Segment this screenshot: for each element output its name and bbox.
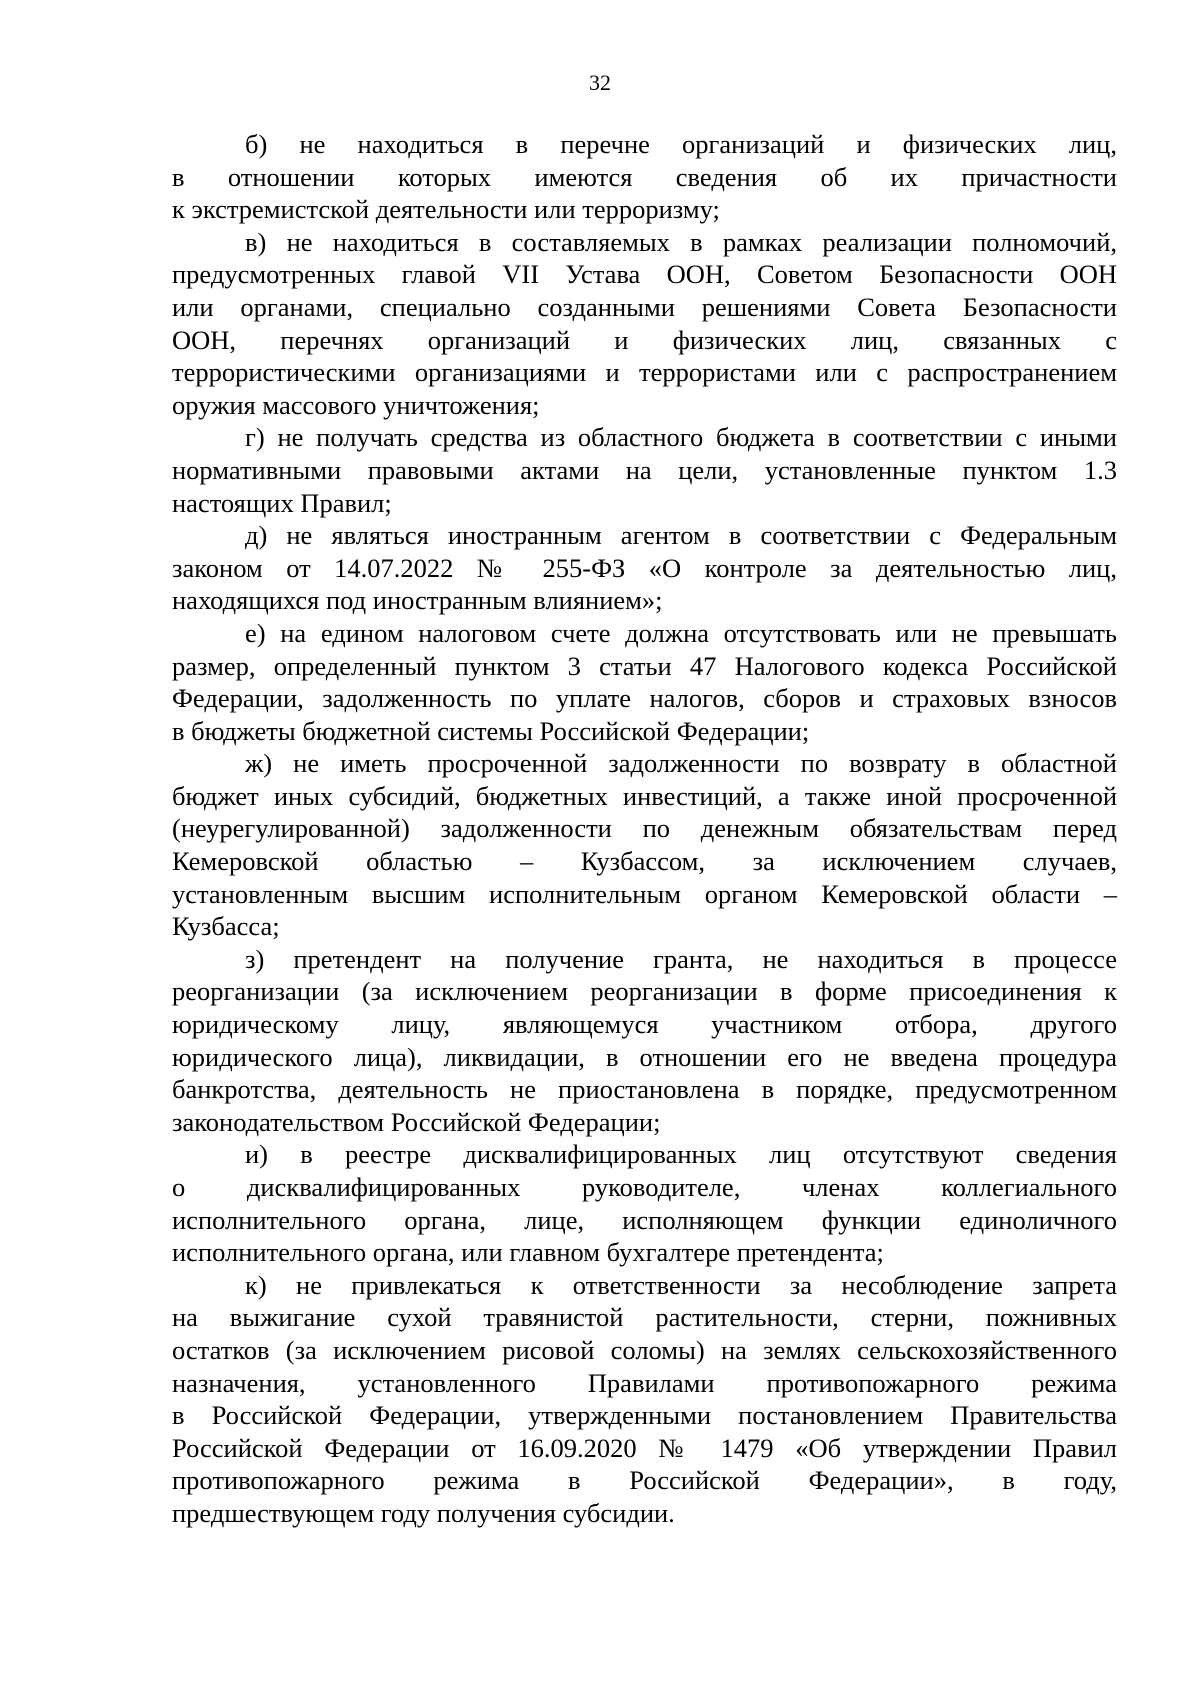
text-line: реорганизации (за исключением реорганизации в форме присоединения к — [172, 976, 1117, 1007]
text-line: в бюджеты бюджетной системы Российской Федерации; — [172, 715, 810, 746]
text-line: г) не получать средства из областного бюджета в соответствии с иными — [245, 422, 1117, 453]
text-line: предусмотренных главой VII Устава ООН, Советом Безопасности ООН — [172, 259, 1117, 290]
text-line: законом от 14.07.2022 № 255-ФЗ «О контроле за деятельностью лиц, — [172, 552, 1117, 583]
text-line: в отношении которых имеются сведения об их причастности — [172, 161, 1117, 192]
text-line: назначения, установленного Правилами противопожарного режима — [172, 1367, 1117, 1398]
text-line: террористическими организациями и террористами или с распространением — [172, 357, 1117, 388]
text-line: в Российской Федерации, утвержденными постановлением Правительства — [172, 1400, 1117, 1431]
paragraph-item-b — [172, 128, 1117, 226]
page-number: 32 — [589, 70, 611, 95]
paragraph-item-g — [172, 421, 1117, 519]
text-line: к) не привлекаться к ответственности за несоблюдение запрета — [245, 1269, 1117, 1300]
text-line: Федерации, задолженность по уплате налогов, сборов и страховых взносов — [172, 683, 1117, 714]
text-line: находящихся под иностранным влиянием»; — [172, 585, 663, 616]
text-line: юридическому лицу, являющемуся участником отбора, другого — [172, 1009, 1117, 1040]
text-line: исполнительного органа, или главном бухгалтере претендента; — [172, 1237, 884, 1268]
text-line: законодательством Российской Федерации; — [172, 1106, 661, 1137]
text-line: и) в реестре дисквалифицированных лиц отсутствуют сведения — [245, 1139, 1117, 1170]
text-line: оружия массового уничтожения; — [172, 389, 540, 420]
text-line: остатков (за исключением рисовой соломы) на землях сельскохозяйственного — [172, 1334, 1117, 1365]
text-line: предшествующем году получения субсидии. — [172, 1497, 675, 1528]
paragraph-item-k — [172, 1269, 1117, 1530]
text-line: на выжигание сухой травянистой растительности, стерни, пожнивных — [172, 1302, 1117, 1333]
paragraph-item-zh — [172, 747, 1117, 943]
text-line: Кемеровской областью – Кузбассом, за исключением случаев, — [172, 846, 1117, 877]
text-line: Кузбасса; — [172, 911, 280, 942]
text-line: установленным высшим исполнительным органом Кемеровской области – — [172, 878, 1117, 909]
text-line: размер, определенный пунктом 3 статьи 47 Налогового кодекса Российской — [172, 650, 1117, 681]
paragraph-item-i — [172, 1138, 1117, 1268]
text-line: Российской Федерации от 16.09.2020 № 1479 «Об утверждении Правил — [172, 1432, 1117, 1463]
document-body — [172, 128, 1117, 1530]
text-line: нормативными правовыми актами на цели, установленные пунктом 1.3 — [172, 454, 1117, 485]
text-line: исполнительного органа, лице, исполняющем функции единоличного — [172, 1204, 1117, 1235]
text-line: ж) не иметь просроченной задолженности по возврату в областной — [245, 748, 1117, 779]
text-line: бюджет иных субсидий, бюджетных инвестиций, а также иной просроченной — [172, 780, 1117, 811]
text-line: е) на едином налоговом счете должна отсутствовать или не превышать — [245, 617, 1117, 648]
paragraph-item-d — [172, 519, 1117, 617]
text-line: д) не являться иностранным агентом в соответствии с Федеральным — [245, 520, 1117, 551]
text-line: о дисквалифицированных руководителе, членах коллегиального — [172, 1172, 1117, 1202]
text-line: или органами, специально созданными решениями Совета Безопасности — [172, 291, 1117, 322]
paragraph-item-z — [172, 943, 1117, 1139]
text-line: (неурегулированной) задолженности по денежным обязательствам перед — [172, 813, 1117, 844]
paragraph-item-v — [172, 226, 1117, 422]
text-line: противопожарного режима в Российской Федерации», в году, — [172, 1465, 1117, 1496]
text-line: к экстремистской деятельности или терроризму; — [172, 194, 720, 225]
text-line: ООН, перечнях организаций и физических лиц, связанных с — [172, 324, 1117, 355]
paragraph-item-e — [172, 617, 1117, 747]
text-line: банкротства, деятельность не приостановлена в порядке, предусмотренном — [172, 1074, 1117, 1105]
text-line: в) не находиться в составляемых в рамках реализации полномочий, — [245, 226, 1117, 257]
text-line: з) претендент на получение гранта, не находиться в процессе — [245, 943, 1117, 974]
text-line: настоящих Правил; — [172, 487, 392, 518]
text-line: б) не находиться в перечне организаций и физических лиц, — [245, 129, 1117, 159]
text-line: юридического лица), ликвидации, в отношении его не введена процедура — [172, 1041, 1117, 1072]
